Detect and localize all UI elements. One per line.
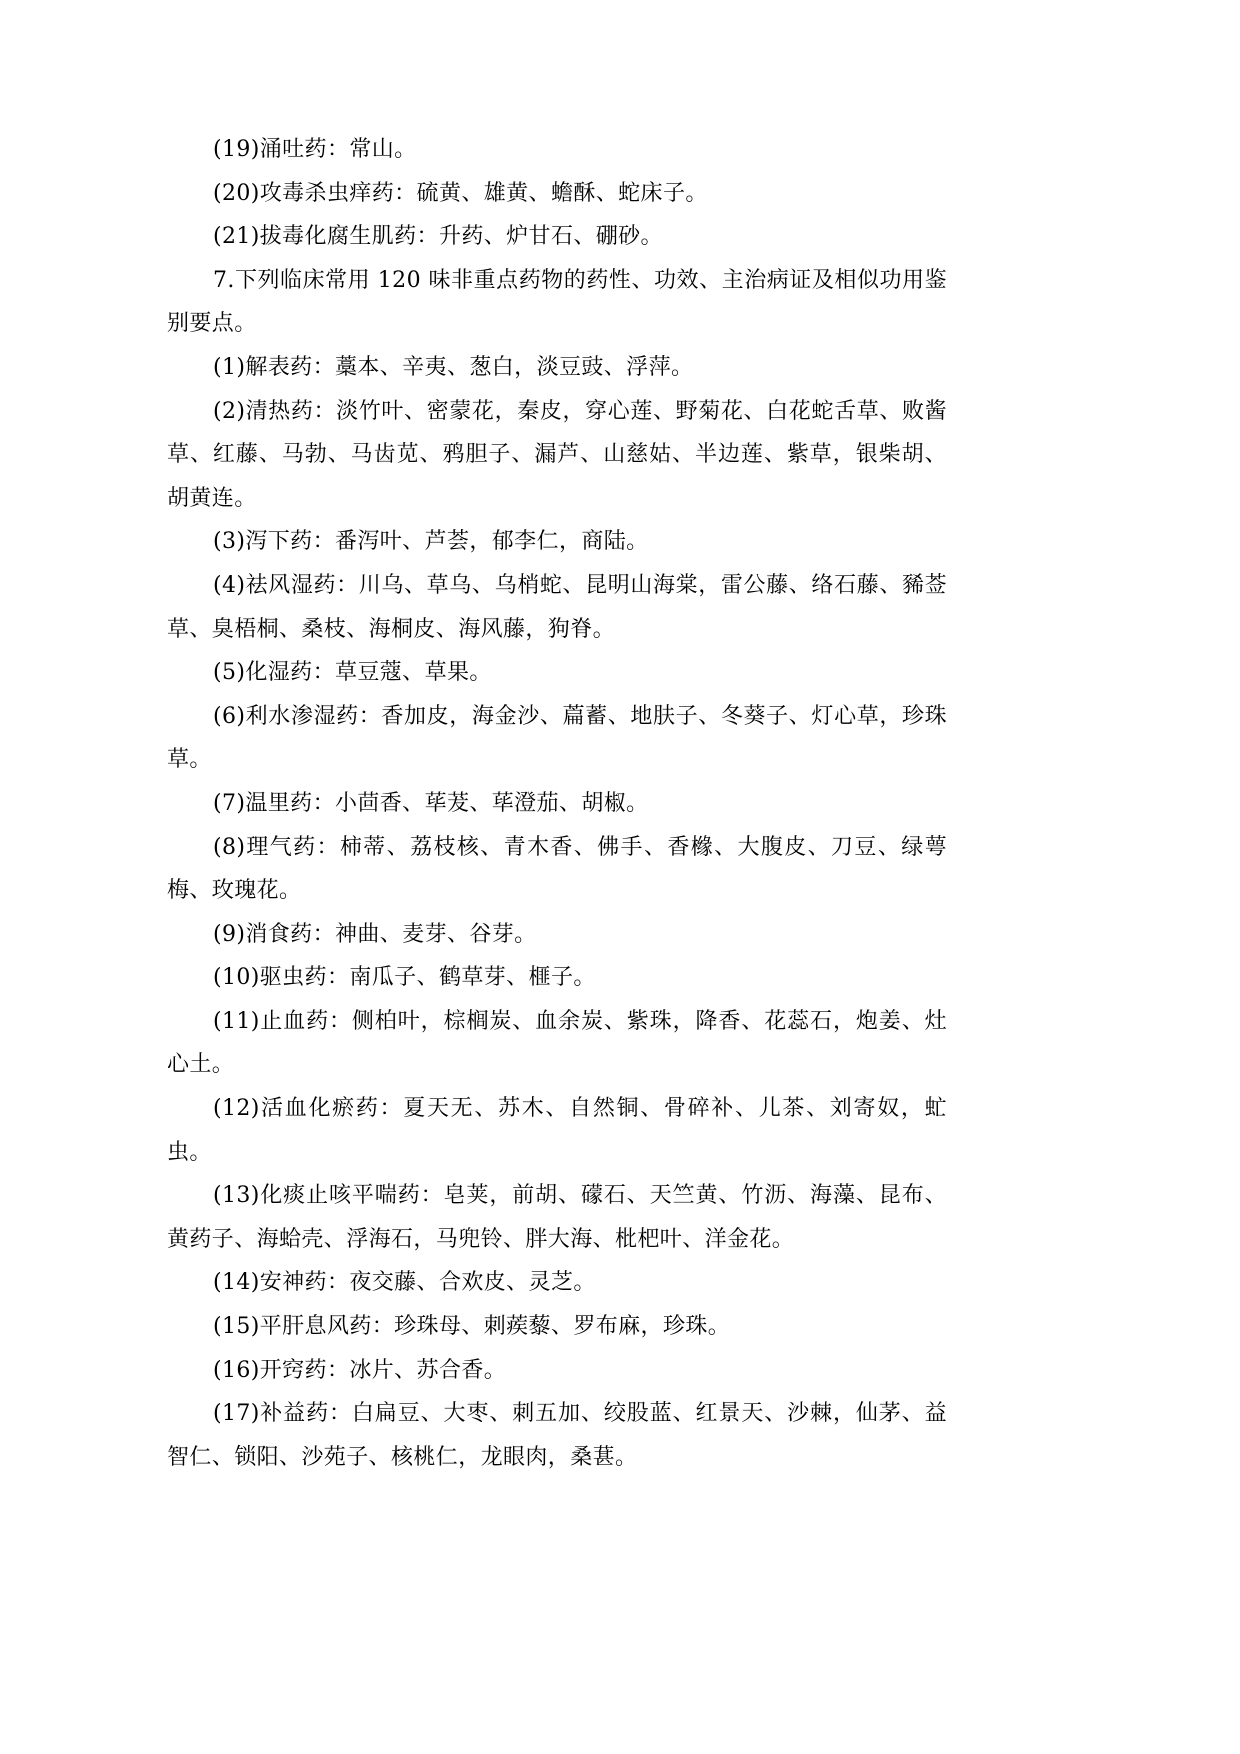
paragraph-hemostatic-drugs: (11)止血药：侧柏叶，棕榈炭、血余炭、紫珠，降香、花蕊石，炮姜、灶心土。 (167, 1008, 947, 1078)
paragraph-digestive-drugs: (9)消食药：神曲、麦芽、谷芽。 (213, 921, 537, 947)
paragraph-liver-calming-drugs: (15)平肝息风药：珍珠母、刺蒺藜、罗布麻，珍珠。 (213, 1314, 731, 1340)
paragraph-qi-regulating-drugs: (8)理气药：柿蒂、荔枝核、青木香、佛手、香橼、大腹皮、刀豆、绿萼梅、玫瑰花。 (167, 834, 947, 904)
paragraph-emetic-drugs: (19)涌吐药：常山。 (213, 137, 417, 162)
paragraph-toxin-drawing-drugs: (21)拔毒化腐生肌药：升药、炉甘石、硼砂。 (213, 224, 663, 250)
paragraph-anthelmintic-drugs: (10)驱虫药：南瓜子、鹤草芽、榧子。 (213, 965, 596, 991)
paragraph-damp-resolving-drugs: (5)化湿药：草豆蔻、草果。 (213, 660, 492, 686)
paragraph-antiparasitic-drugs: (20)攻毒杀虫痒药：硫黄、雄黄、蟾酥、蛇床子。 (213, 180, 708, 206)
paragraph-phlegm-cough-drugs: (13)化痰止咳平喘药：皂荚，前胡、礞石、天竺黄、竹沥、海藻、昆布、黄药子、海蛤壳、浮海石，马兜铃、胖大海、枇杷叶、洋金花。 (167, 1183, 947, 1252)
paragraph-heat-clearing-drugs: (2)清热药：淡竹叶、密蒙花，秦皮，穿心莲、野菊花、白花蛇舌草、败酱草、红藤、马勃、马齿苋、鸦胆子、漏芦、山慈姑、半边莲、紫草，银柴胡、胡黄连。 (167, 398, 947, 511)
paragraph-interior-warming-drugs: (7)温里药：小茴香、荜茇、荜澄茄、胡椒。 (213, 790, 649, 816)
paragraph-purgative-drugs: (3)泻下药：番泻叶、芦荟，郁李仁，商陆。 (213, 529, 649, 555)
paragraph-wind-damp-dispelling-drugs: (4)祛风湿药：川乌、草乌、乌梢蛇、昆明山海棠，雷公藤、络石藤、豨莶草、臭梧桐、桑枝、海桐皮、海风藤，狗脊。 (167, 572, 947, 642)
paragraph-tranquilizing-drugs: (14)安神药：夜交藤、合欢皮、灵芝。 (213, 1270, 596, 1296)
paragraph-blood-activating-drugs: (12)活血化瘀药：夏天无、苏木、自然铜、骨碎补、儿茶、刘寄奴，虻虫。 (167, 1096, 947, 1165)
paragraph-tonic-drugs: (17)补益药：白扁豆、大枣、刺五加、绞股蓝、红景天、沙棘，仙茅、益智仁、锁阳、沙苑子、核桃仁，龙眼肉，桑葚。 (167, 1401, 947, 1470)
document-page (167, 128, 947, 1479)
paragraph-orifice-opening-drugs: (16)开窍药：冰片、苏合香。 (213, 1357, 507, 1383)
section-heading-7: 7.下列临床常用 120 味非重点药物的药性、功效、主治病证及相似功用鉴别要点。 (167, 267, 947, 337)
paragraph-diuretic-drugs: (6)利水渗湿药：香加皮，海金沙、萹蓄、地肤子、冬葵子、灯心草，珍珠草。 (167, 703, 947, 773)
paragraph-exterior-releasing-drugs: (1)解表药：藁本、辛夷、葱白，淡豆豉、浮萍。 (213, 354, 694, 380)
